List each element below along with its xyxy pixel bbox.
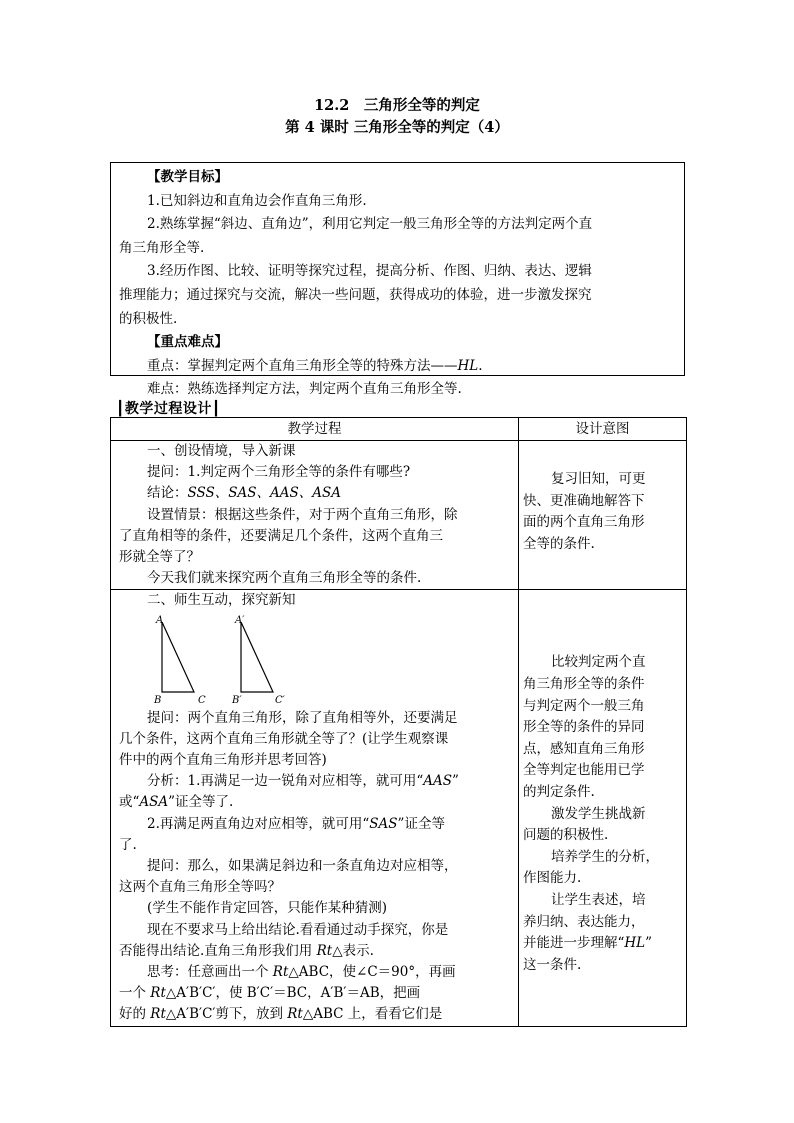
sec2-line: 提问：两个直角三角形，除了直角相等外，还要满足	[147, 709, 458, 726]
text-span: ”	[452, 773, 459, 790]
intent-line: 形全等的条件的异同	[523, 719, 645, 736]
intent-line: 点，感知直角三角形	[523, 740, 645, 757]
sec1-line: 提问：1.判定两个三角形全等的条件有哪些?	[147, 464, 411, 481]
sec2-line: 了.	[119, 836, 137, 853]
process-heading: ┃教学过程设计┃	[116, 401, 221, 417]
sec2-line	[119, 1004, 514, 1025]
sec2-line	[119, 814, 514, 835]
vertex-b-label: B	[154, 694, 162, 706]
process-table	[110, 417, 687, 1027]
sec2-line	[119, 941, 514, 962]
keys-heading: 【重点难点】	[147, 334, 228, 351]
sec2-line	[119, 792, 514, 813]
sec1-conclusion-criteria: SSS、SAS、AAS、ASA	[187, 485, 342, 502]
section1-process	[111, 441, 519, 590]
sec2-line: (学生不能作肯定回答，只能作某种猜测)	[147, 900, 388, 917]
rt-symbol: Rt	[150, 985, 166, 1002]
criterion-aas: AAS	[423, 773, 453, 790]
vertex-c-label: C	[198, 694, 206, 706]
rt-symbol: Rt	[150, 1006, 166, 1023]
sec2-line: 二、师生互动，探究新知	[147, 592, 296, 609]
intent-line: 与判定两个一般三角	[523, 697, 645, 714]
text-span: 好的	[119, 1006, 151, 1023]
table-row	[111, 590, 687, 1027]
rt-symbol: Rt	[287, 1006, 303, 1023]
text-span: 或“	[119, 794, 140, 811]
sec2-line	[119, 771, 514, 792]
rt-symbol: Rt	[272, 964, 289, 981]
sec1-line: 一、创设情境，导入新课	[147, 443, 296, 459]
intent-line: 全等的条件.	[523, 535, 595, 552]
text-span: △表示.	[332, 942, 374, 959]
intent-line: 让学生表述，培	[551, 891, 646, 908]
criterion-sas: SAS	[369, 815, 398, 832]
key-point	[119, 355, 676, 379]
sec2-line: 这两个直角三角形全等吗？	[119, 879, 281, 896]
col-intent-header: 设计意图	[519, 418, 687, 441]
lesson-title: 12.2 三角形全等的判定	[314, 97, 480, 114]
table-header-row	[111, 418, 687, 441]
sec2-line: 几个条件，这两个直角三角形就全等了？(让学生观察课	[119, 730, 449, 747]
sec1-line: 了直角相等的条件，还要满足几个条件，这两个直角三	[119, 527, 443, 544]
goals-heading: 【教学目标】	[147, 169, 228, 185]
sec1-line: 今天我们就来探究两个直角三角形全等的条件.	[147, 570, 422, 587]
text-span: ”证全等	[397, 815, 445, 832]
sec2-line: 现在不要求马上给出结论.看看通过动手探究，你是	[147, 921, 449, 938]
key-point-hl: HL	[457, 357, 479, 374]
difficulty: 难点：熟练选择判定方法，判定两个直角三角形全等.	[147, 381, 462, 398]
section2-intent	[519, 590, 687, 1027]
vertex-c-prime-label: C′	[275, 694, 285, 706]
text-span: ”证全等了.	[168, 794, 234, 811]
intent-line: 作图能力.	[523, 870, 582, 887]
right-triangles-figure	[149, 614, 289, 706]
lesson-subtitle: 第 4 课时 三角形全等的判定（4）	[285, 119, 509, 136]
intent-line: 激发学生挑战新	[551, 805, 646, 822]
col-process-header: 教学过程	[111, 418, 519, 441]
intent-line: 全等判定也能用已学	[523, 762, 645, 779]
section1-intent	[519, 441, 687, 590]
key-point-end: .	[478, 357, 483, 374]
text-span: 2.再满足两直角边对应相等，就可用“	[147, 815, 370, 832]
intent-line: 培养学生的分析，	[551, 848, 659, 865]
section2-process	[111, 590, 519, 1027]
text-span: △A′B′C′，使 B′C′＝BC，A′B′＝AB，把画	[165, 985, 421, 1002]
goal-2b: 角三角形全等.	[119, 239, 205, 256]
text-span: 否能得出结论.直角三角形我们用	[119, 942, 317, 959]
text-span: 并能进一步理解“	[523, 935, 625, 952]
rt-symbol: Rt	[316, 942, 333, 959]
sec2-line	[119, 962, 514, 983]
goal-2a: 2.熟练掌握“斜边、直角边”，利用它判定一般三角形全等的方法判定两个直	[147, 216, 593, 233]
text-span: △A′B′C′剪下，放到	[165, 1006, 288, 1023]
criterion-asa: ASA	[139, 794, 169, 811]
intent-line: 问题的积极性.	[523, 827, 609, 844]
intent-line: 养归纳、表达能力，	[523, 913, 645, 930]
vertex-b-prime-label: B′	[232, 694, 242, 706]
criterion-hl: HL	[624, 935, 646, 952]
text-span: △ABC 上，看看它们是	[302, 1006, 443, 1023]
text-span: ”	[645, 935, 653, 952]
sec1-line: 设置情景：根据这些条件，对于两个直角三角形，除	[147, 506, 458, 523]
text-span: 一个	[119, 985, 151, 1002]
text-span: 分析：1.再满足一边一锐角对应相等，就可用“	[147, 773, 424, 790]
goals-box	[110, 162, 685, 398]
key-point-text: 重点：掌握判定两个直角三角形全等的特殊方法——	[147, 357, 458, 374]
goal-3a: 3.经历作图、比较、证明等探究过程，提高分析、作图、归纳、表达、逻辑	[147, 263, 592, 280]
intent-line: 快、更准确地解答下	[523, 492, 645, 509]
intent-line: 比较判定两个直	[551, 654, 646, 671]
intent-line: 这一条件.	[523, 956, 582, 973]
sec1-conclusion-label: 结论：	[147, 485, 188, 502]
triangle-abc	[162, 622, 194, 692]
intent-line: 的判定条件.	[523, 783, 595, 800]
table-row	[111, 441, 687, 590]
sec2-line: 件中的两个直角三角形并思考回答)	[119, 752, 327, 769]
sec2-line	[119, 983, 514, 1004]
text-span: 思考：任意画出一个	[147, 964, 273, 981]
triangle-abc-prime	[241, 622, 273, 692]
vertex-a-label: A	[156, 614, 164, 626]
goal-3c: 的积极性.	[119, 310, 178, 327]
vertex-a-prime-label: A′	[235, 614, 245, 626]
text-span: △ABC，使∠C＝90°，再画	[288, 964, 456, 981]
intent-line: 面的两个直角三角形	[523, 514, 645, 531]
intent-line: 复习旧知，可更	[551, 471, 646, 487]
intent-line: 角三角形全等的条件	[523, 676, 645, 693]
sec1-line	[119, 483, 514, 504]
goal-3b: 推理能力；通过探究与交流，解决一些问题，获得成功的体验，进一步激发探究	[119, 286, 592, 303]
sec2-line: 提问：那么，如果满足斜边和一条直角边对应相等，	[147, 858, 458, 875]
goal-1: 1.已知斜边和直角边会作直角三角形.	[147, 192, 367, 209]
sec1-line: 形就全等了？	[119, 549, 200, 566]
intent-line	[523, 933, 682, 955]
